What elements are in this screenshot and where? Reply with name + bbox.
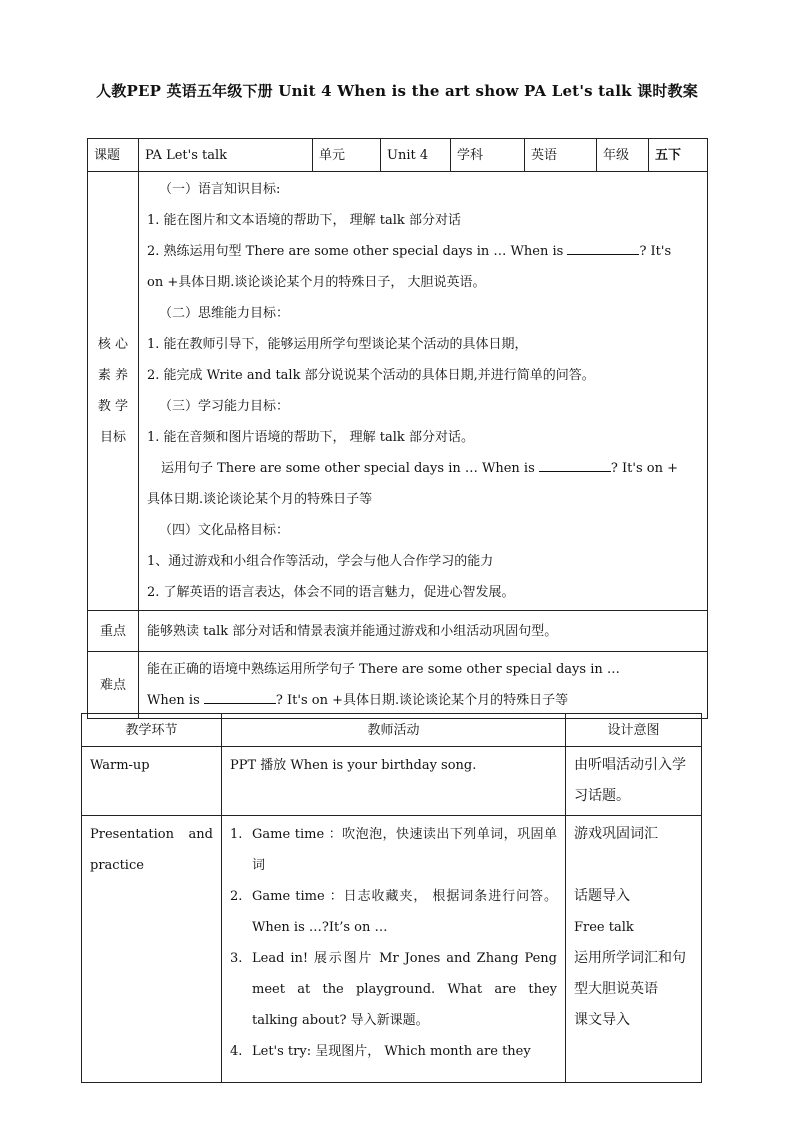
goal-line: 2. 了解英语的语言表达，体会不同的语言魅力，促进心智发展。 [147, 585, 515, 600]
key-point-label: 重点 [88, 611, 139, 652]
unit-label: 单元 [313, 139, 381, 172]
goal-heading: （四）文化品格目标： [159, 523, 290, 538]
stage-cell: Presentation and practice [82, 816, 222, 1083]
page-title: 人教PEP 英语五年级下册 Unit 4 When is the art show PA Let's talk 课时教案 [96, 82, 698, 100]
subject-label: 学科 [451, 139, 525, 172]
activity-cell [222, 816, 566, 1083]
difficult-point-content: 能在正确的语境中熟练运用所学句子 There are some other special days in … When is ? It's on +具体日期.谈论谈论某个月的特殊日子等 [139, 652, 708, 719]
activity-cell: PPT 播放 When is your birthday song. [222, 747, 566, 816]
goal-line: 2. 熟练运用句型 There are some other special days in … When is ? It's [147, 236, 701, 267]
unit-value: Unit 4 [381, 139, 451, 172]
goal-heading: （二）思维能力目标： [159, 306, 290, 321]
goal-line: 1. 能在音频和图片语境的帮助下， 理解 talk 部分对话。 [147, 430, 474, 445]
goal-line: 运用句子 There are some other special days in … When is ? It's on + [147, 453, 701, 484]
intent-header: 设计意图 [566, 714, 702, 747]
topic-value: PA Let's talk [139, 139, 313, 172]
teaching-process-table [81, 713, 702, 1083]
goal-line: 1. 能在图片和文本语境的帮助下， 理解 talk 部分对话 [147, 213, 461, 228]
goal-line: on +具体日期.谈论谈论某个月的特殊日子， 大胆说英语。 [147, 275, 486, 290]
difficult-point-label: 难点 [88, 652, 139, 719]
goal-heading: （三）学习能力目标： [159, 399, 290, 414]
answer-blank [539, 457, 611, 472]
core-goals-label: 核 心 素 养 教 学 目标 [88, 172, 139, 611]
list-item: 3. Lead in! 展示图片 Mr Jones and Zhang Peng meet at the playground. What are they talking about? 导入新课题。 [230, 951, 557, 1028]
intent-cell: 由听唱活动引入学习话题。 [566, 747, 702, 816]
list-item: 2. Game time ：日志收藏夹， 根据词条进行问答。When is …?It’s on … [230, 889, 557, 935]
goal-line: 2. 能完成 Write and talk 部分说说某个活动的具体日期,并进行简单的问答。 [147, 368, 595, 383]
goal-line: 具体日期.谈论谈论某个月的特殊日子等 [147, 492, 373, 507]
goal-line: 1. 能在教师引导下，能够运用所学句型谈论某个活动的具体日期， [147, 337, 528, 352]
intent-cell: 游戏巩固词汇 话题导入 Free talk 运用所学词汇和句型大胆说英语 课文导入 [566, 816, 702, 1083]
topic-label: 课题 [88, 139, 139, 172]
activity-header: 教师活动 [222, 714, 566, 747]
subject-value: 英语 [525, 139, 597, 172]
stage-cell: Warm-up [82, 747, 222, 816]
answer-blank [567, 240, 639, 255]
activity-steps [230, 819, 557, 1067]
grade-label: 年级 [597, 139, 649, 172]
stage-header: 教学环节 [82, 714, 222, 747]
key-point-text: 能够熟读 talk 部分对话和情景表演并能通过游戏和小组活动巩固句型。 [139, 611, 708, 652]
answer-blank [204, 689, 276, 704]
goal-heading: （一）语言知识目标: [159, 182, 281, 197]
grade-value: 五下 [649, 139, 708, 172]
list-item: 1. Game time ：吹泡泡，快速读出下列单词，巩固单词 [230, 827, 557, 873]
lesson-info-table [87, 138, 708, 719]
list-item: 4. Let's try: 呈现图片， Which month are they [230, 1044, 531, 1059]
core-goals-content [139, 172, 708, 611]
goal-line: 1、通过游戏和小组合作等活动，学会与他人合作学习的能力 [147, 554, 494, 569]
